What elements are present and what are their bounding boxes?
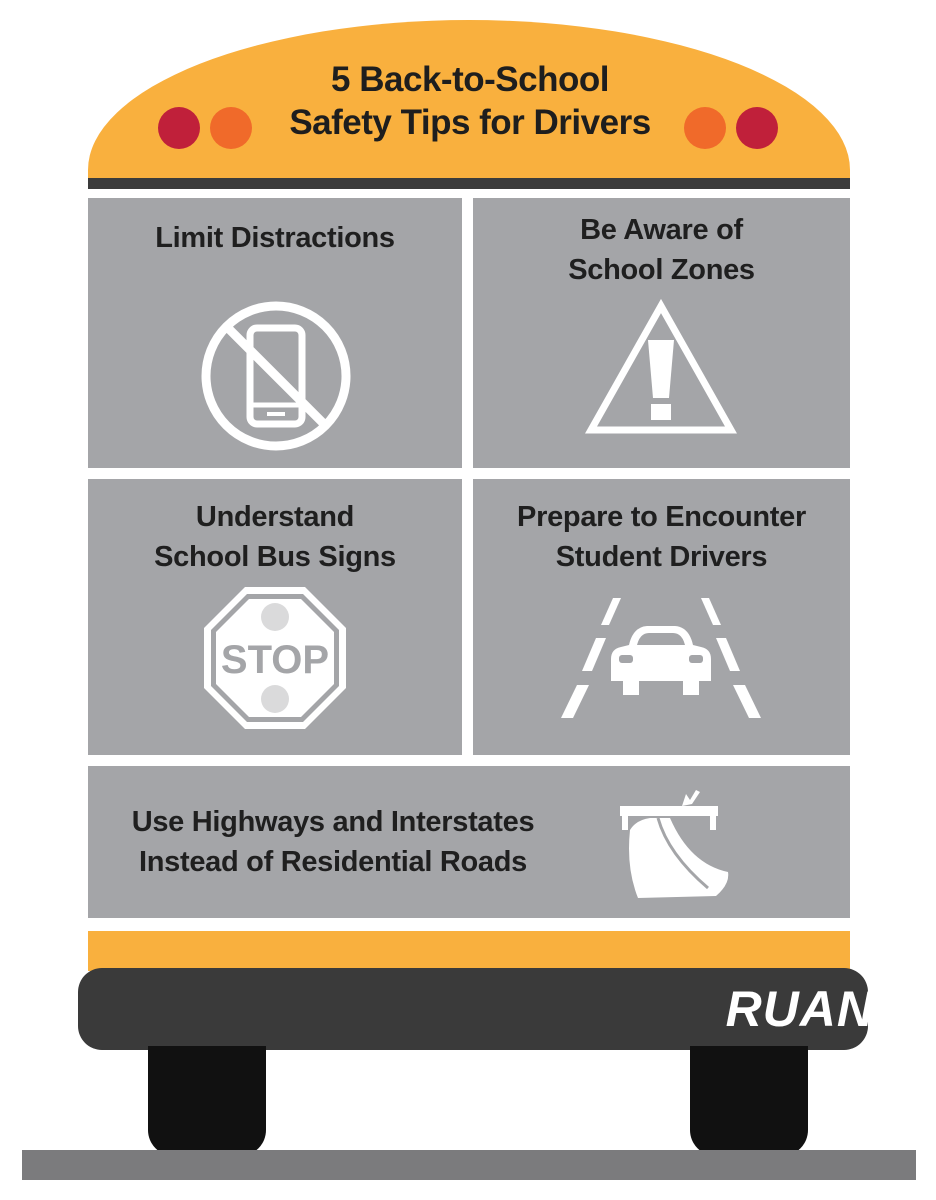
title-line-2: Safety Tips for Drivers xyxy=(289,103,651,142)
car-on-road-icon xyxy=(561,593,761,723)
highway-icon xyxy=(620,788,730,900)
title-line-1: 5 Back-to-School xyxy=(331,60,609,99)
stop-sign-icon xyxy=(200,583,350,733)
tip-title-line-2: Instead of Residential Roads xyxy=(138,846,527,878)
bus-roof-stripe xyxy=(88,178,850,189)
bus-lower-stripe xyxy=(88,931,850,971)
stop-sign-text: STOP xyxy=(220,638,330,682)
tip-limit-distractions xyxy=(88,198,462,468)
tip-school-bus-signs xyxy=(88,479,462,755)
no-phone-icon xyxy=(198,298,354,454)
tip-title-line-2: Student Drivers xyxy=(555,541,768,573)
tip-title-line-1: Use Highways and Interstates xyxy=(131,806,535,838)
tip-title-line-1: Limit Distractions xyxy=(155,222,395,254)
red-light-right xyxy=(736,107,778,149)
ground-line xyxy=(22,1150,916,1180)
right-wheel xyxy=(690,1046,808,1156)
tip-title-line-1: Understand xyxy=(195,501,355,533)
warning-triangle-icon xyxy=(585,298,737,438)
left-wheel xyxy=(148,1046,266,1156)
tip-student-drivers xyxy=(473,479,850,755)
tip-title-line-1: Be Aware of xyxy=(580,214,743,246)
tip-highways xyxy=(88,766,850,918)
tip-school-zones xyxy=(473,198,850,468)
tip-title-line-1: Prepare to Encounter xyxy=(517,501,806,533)
tip-title-line-2: School Bus Signs xyxy=(154,541,396,573)
brand-logo: RUAN xyxy=(725,981,874,1037)
tip-title-line-2: School Zones xyxy=(568,254,755,286)
red-light-left xyxy=(158,107,200,149)
page-title xyxy=(200,58,740,144)
